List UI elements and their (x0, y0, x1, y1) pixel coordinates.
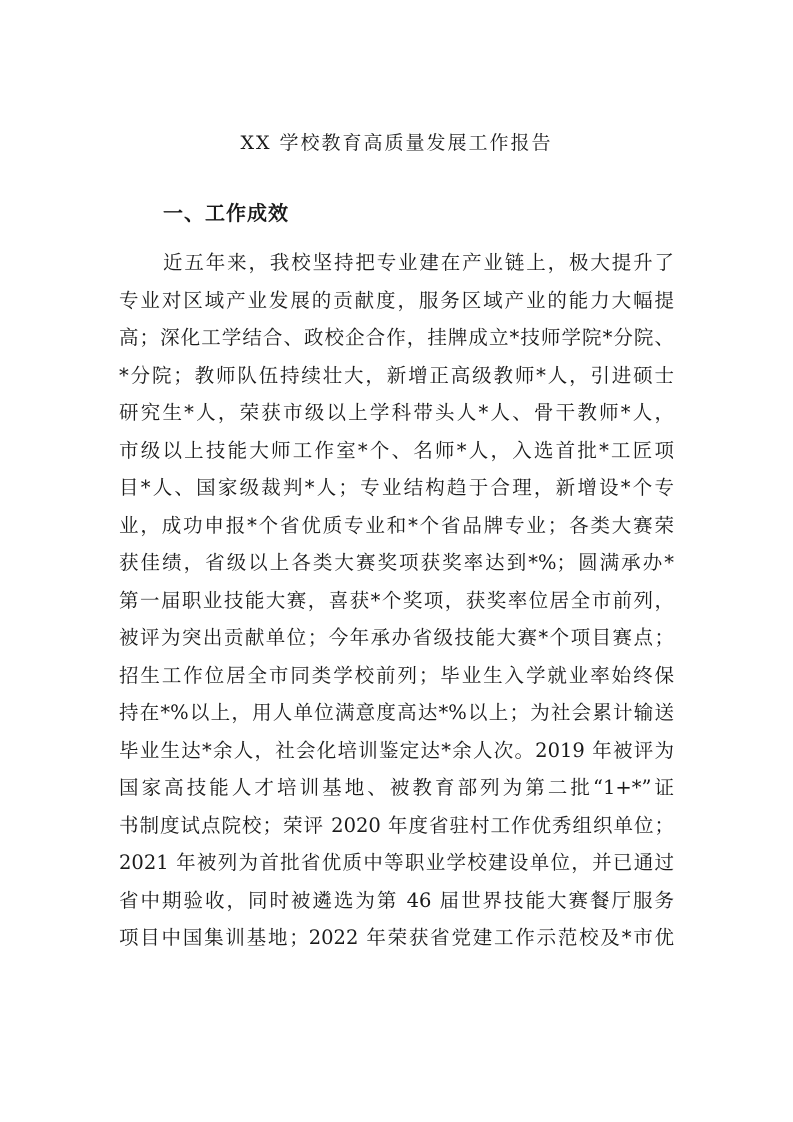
paragraph-line: 持在*%以上，用人单位满意度高达*%以上；为社会累计输送 (119, 701, 674, 724)
paragraph-line: 2021 年被列为首批省优质中等职业学校建设单位，并已通过 (119, 851, 674, 874)
paragraph-line: 近五年来，我校坚持把专业建在产业链上，极大提升了 (163, 251, 674, 274)
paragraph-line: 省中期验收，同时被遴选为第 46 届世界技能大赛餐厅服务 (119, 888, 674, 912)
paragraph-line: 市级以上技能大师工作室*个、名师*人，入选首批*工匠项 (119, 438, 674, 462)
paragraph-line: 业，成功申报*个省优质专业和*个省品牌专业；各类大赛荣 (119, 513, 674, 537)
section-heading: 一、工作成效 (163, 201, 289, 225)
paragraph-line: 高；深化工学结合、政校企合作，挂牌成立*技师学院*分院、 (119, 326, 674, 349)
paragraph-line: 招生工作位居全市同类学校前列；毕业生入学就业率始终保 (119, 663, 674, 687)
paragraph-line: 项目中国集训基地；2022 年荣获省党建工作示范校及*市优 (119, 926, 674, 949)
paragraph-line: 国家高技能人才培训基地、被教育部列为第二批“1+*”证 (119, 776, 674, 799)
paragraph-line: *分院；教师队伍持续壮大，新增正高级教师*人，引进硕士 (119, 363, 674, 387)
paragraph-line: 专业对区域产业发展的贡献度，服务区域产业的能力大幅提 (119, 288, 674, 312)
paragraph-line: 被评为突出贡献单位；今年承办省级技能大赛*个项目赛点； (119, 626, 674, 649)
paragraph-line: 书制度试点院校；荣评 2020 年度省驻村工作优秀组织单位； (119, 813, 674, 837)
body-paragraph (119, 244, 674, 957)
paragraph-line: 目*人、国家级裁判*人；专业结构趋于合理，新增设*个专 (119, 476, 674, 499)
paragraph-line: 研究生*人，荣获市级以上学科带头人*人、骨干教师*人， (119, 401, 674, 424)
paragraph-line: 第一届职业技能大赛，喜获*个奖项，获奖率位居全市前列， (119, 588, 674, 612)
paragraph-line: 获佳绩，省级以上各类大赛奖项获奖率达到*%；圆满承办* (119, 551, 674, 574)
document-title: XX 学校教育高质量发展工作报告 (240, 132, 553, 154)
paragraph-line: 毕业生达*余人，社会化培训鉴定达*余人次。2019 年被评为 (119, 738, 674, 762)
